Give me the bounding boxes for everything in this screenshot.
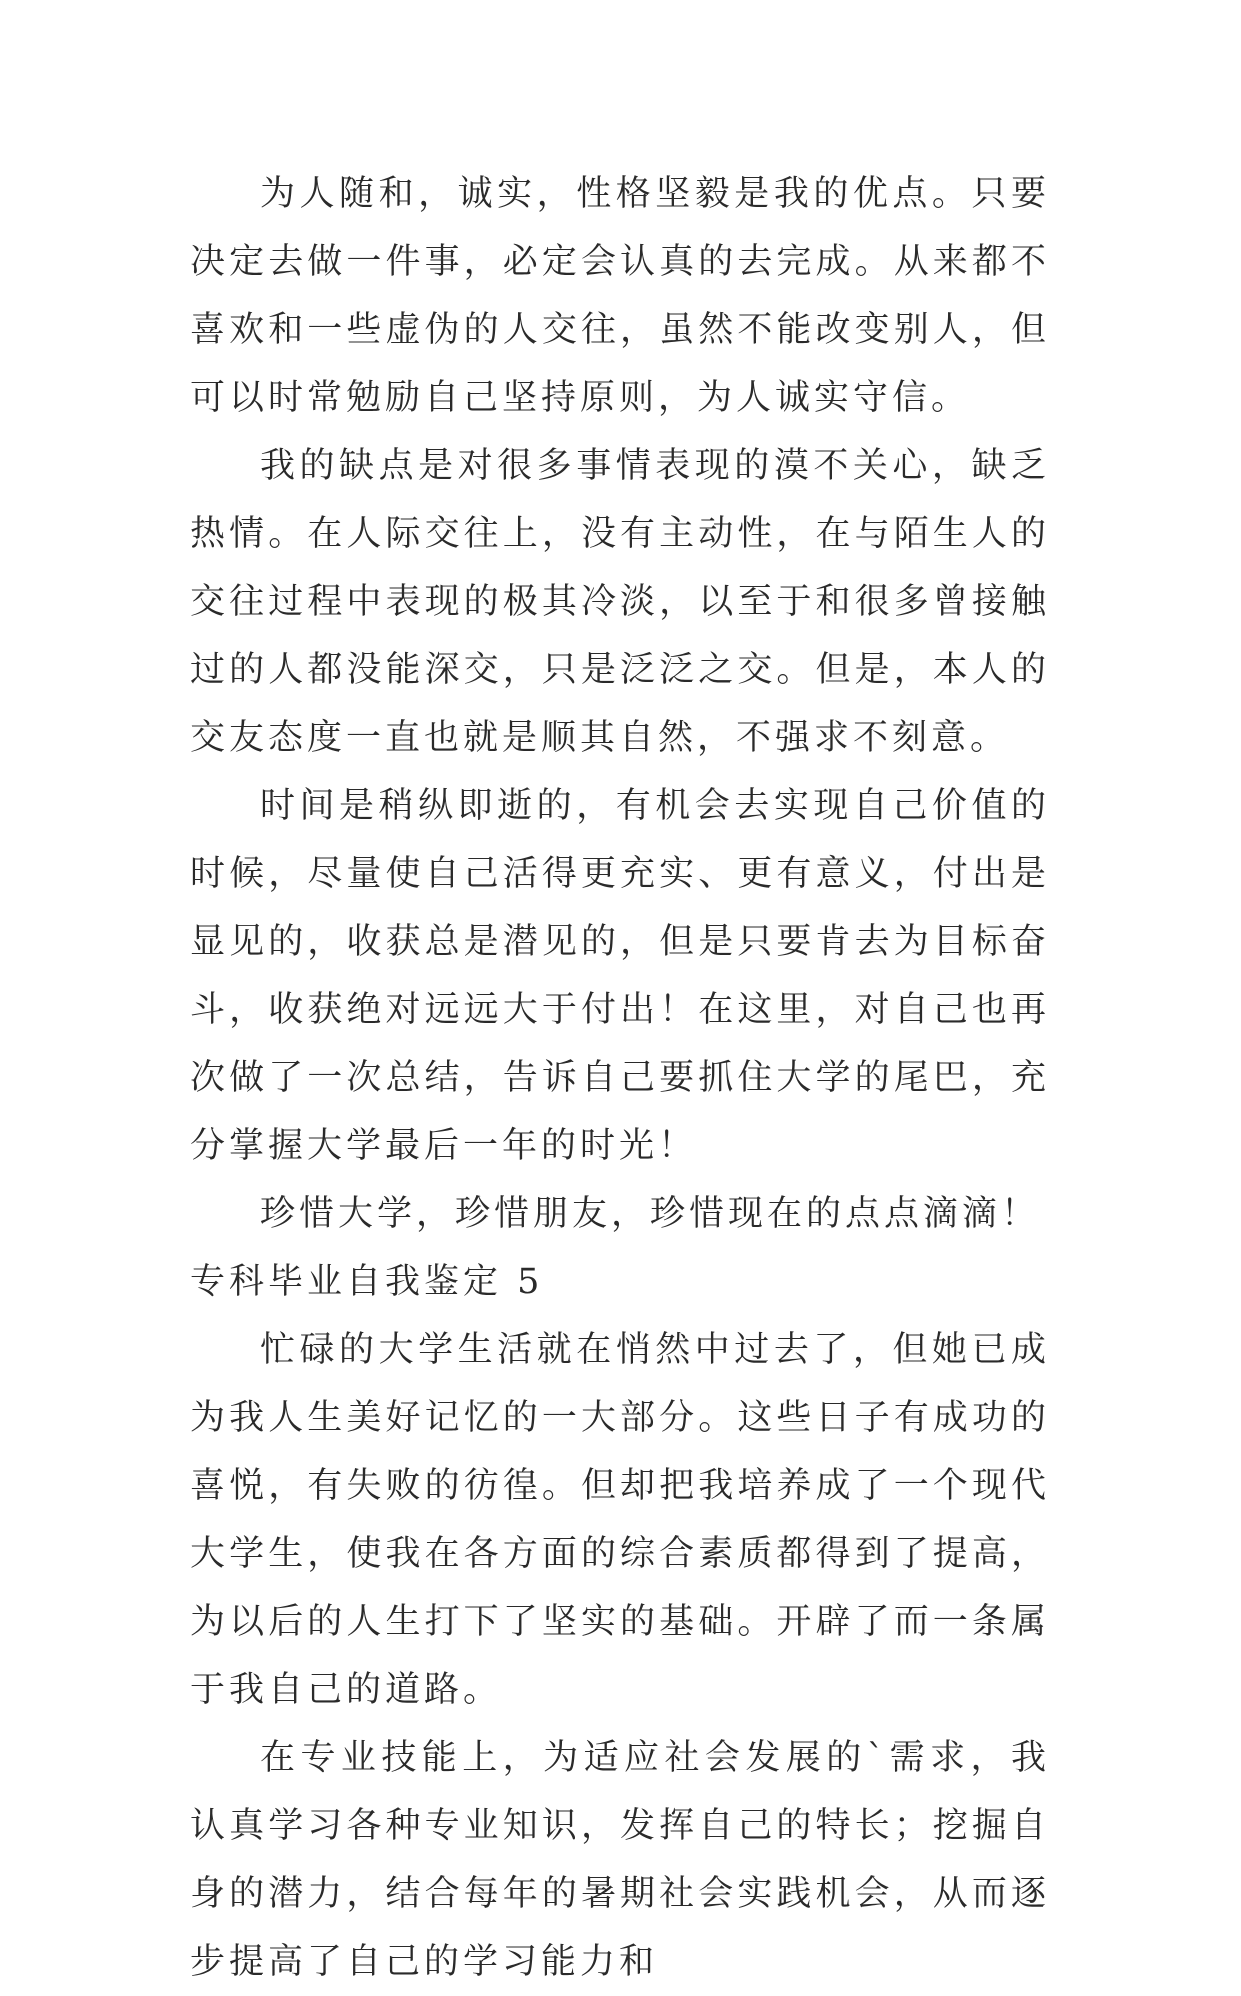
section-heading: 专科毕业自我鉴定 5 — [190, 1262, 544, 1302]
paragraph-professional-skills: 在专业技能上，为适应社会发展的`需求，我认真学习各种专业知识，发挥自己的特长；挖掘自身的潜力，结合每年的暑期社会实践机会，从而逐步提高了自己的学习能力和 — [190, 1738, 1050, 1982]
paragraph-weaknesses: 我的缺点是对很多事情表现的漠不关心，缺乏热情。在人际交往上，没有主动性，在与陌生人的交往过程中表现的极其冷淡，以至于和很多曾接触过的人都没能深交，只是泛泛之交。但是，本人的交友态度一直也就是顺其自然，不强求不刻意。 — [190, 446, 1050, 758]
paragraph-college-life: 忙碌的大学生活就在悄然中过去了，但她已成为我人生美好记忆的一大部分。这些日子有成功的喜悦，有失败的彷徨。但却把我培养成了一个现代大学生，使我在各方面的综合素质都得到了提高，为以后的人生打下了坚实的基础。开辟了而一条属于我自己的道路。 — [190, 1330, 1050, 1710]
paragraph-cherish: 珍惜大学，珍惜朋友，珍惜现在的点点滴滴！ — [260, 1194, 1041, 1234]
paragraph-strengths: 为人随和，诚实，性格坚毅是我的优点。只要决定去做一件事，必定会认真的去完成。从来都不喜欢和一些虚伪的人交往，虽然不能改变别人，但可以时常勉励自己坚持原则，为人诚实守信。 — [190, 174, 1050, 418]
document-body — [190, 160, 1050, 1996]
paragraph-time: 时间是稍纵即逝的，有机会去实现自己价值的时候，尽量使自己活得更充实、更有意义，付出是显见的，收获总是潜见的，但是只要肯去为目标奋斗，收获绝对远远大于付出！在这里，对自己也再次做了一次总结，告诉自己要抓住大学的尾巴，充分掌握大学最后一年的时光！ — [190, 786, 1050, 1166]
